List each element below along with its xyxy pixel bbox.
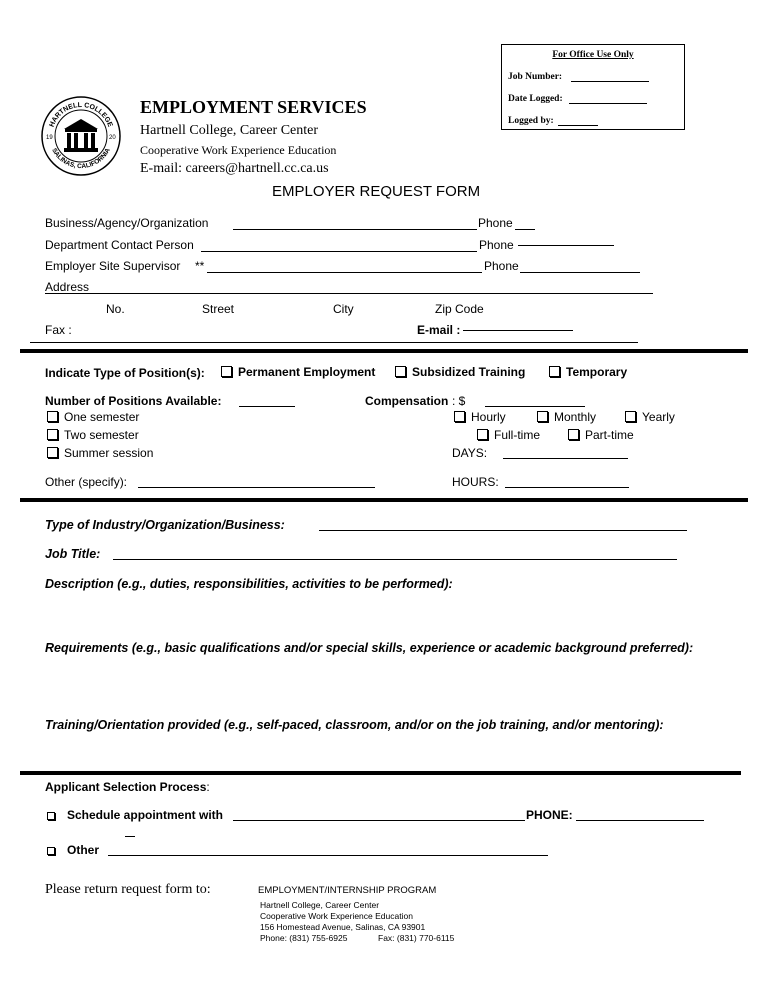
footer-fax: Fax: (831) 770-6115 (378, 933, 455, 943)
job-title-field[interactable] (113, 559, 677, 560)
employment-services-title: EMPLOYMENT SERVICES (140, 97, 367, 117)
permanent-label: Permanent Employment (238, 365, 376, 379)
selection-phone-label: PHONE: (526, 808, 573, 822)
business-label: Business/Agency/Organization (45, 216, 209, 230)
schedule-field[interactable] (233, 820, 525, 821)
selection-title (45, 780, 210, 794)
num-positions-label: Number of Positions Available: (45, 394, 222, 408)
phone1-field[interactable] (515, 229, 535, 230)
header-cwee-line: Cooperative Work Experience Education (140, 143, 337, 157)
permanent-option[interactable] (221, 365, 375, 379)
supervisor-label: Employer Site Supervisor (45, 259, 181, 273)
temporary-label: Temporary (566, 365, 628, 379)
schedule-option[interactable] (47, 808, 223, 822)
seal-bottom-text: SALINAS, CALIFORNIA (50, 147, 112, 171)
footer-program: EMPLOYMENT/INTERNSHIP PROGRAM (258, 885, 437, 896)
supervisor-field[interactable] (207, 272, 482, 273)
permanent-checkbox[interactable] (221, 366, 232, 377)
other-label: Other (67, 843, 100, 857)
other-field[interactable] (108, 855, 548, 856)
full-time-label: Full-time (494, 428, 541, 442)
section-divider-2 (20, 498, 748, 502)
compensation-label: Compensation (365, 394, 449, 408)
office-job-number-label: Job Number: (508, 72, 563, 82)
selection-title-colon: : (206, 780, 210, 794)
full-time-checkbox[interactable] (477, 429, 488, 440)
fax-label: Fax : (45, 323, 72, 337)
hourly-checkbox[interactable] (454, 411, 465, 422)
office-logged-by-line[interactable] (558, 125, 598, 126)
header-college-line: Hartnell College, Career Center (140, 123, 319, 138)
address-field[interactable] (45, 293, 653, 294)
dept-contact-label: Department Contact Person (45, 238, 194, 252)
full-time-option[interactable] (477, 428, 540, 442)
compensation-prefix: : $ (452, 394, 466, 408)
phone2-field[interactable] (518, 245, 614, 246)
section-divider-1 (20, 349, 748, 353)
summer-label: Summer session (64, 446, 154, 460)
footer-phone: Phone: (831) 755-6925 (260, 933, 348, 943)
address-label: Address (45, 280, 90, 294)
return-form-label: Please return request form to: (45, 882, 211, 897)
seal-left-text: 19 (46, 135, 53, 141)
phone3-field[interactable] (520, 272, 640, 273)
phone2-label: Phone (479, 238, 514, 252)
header-email: E-mail: careers@hartnell.cc.ca.us (140, 161, 329, 176)
office-date-logged-line[interactable] (569, 103, 647, 104)
one-semester-label: One semester (64, 410, 140, 424)
summer-checkbox[interactable] (47, 447, 58, 458)
one-semester-checkbox[interactable] (47, 411, 58, 422)
footer-addr2: Cooperative Work Experience Education (260, 911, 413, 921)
temporary-checkbox[interactable] (549, 366, 560, 377)
one-semester-option[interactable] (47, 410, 139, 424)
footer-addr1: Hartnell College, Career Center (260, 900, 380, 910)
monthly-checkbox[interactable] (537, 411, 548, 422)
subsidized-checkbox[interactable] (395, 366, 406, 377)
selection-mark (125, 836, 135, 837)
description-label: Description (e.g., duties, responsibilities, activities to be performed): (45, 577, 453, 591)
other-specify-field[interactable] (138, 487, 375, 488)
phone1-label: Phone (478, 216, 513, 230)
description-area[interactable] (45, 595, 745, 635)
seal-top-text: HARTNELL COLLEGE (48, 101, 114, 129)
seal-right-text: 20 (109, 135, 116, 141)
days-field[interactable] (503, 458, 628, 459)
requirements-label: Requirements (e.g., basic qualifications and/or special skills, experience or academic background preferred): (45, 641, 694, 655)
office-logged-by-label: Logged by: (508, 116, 554, 126)
other-checkbox[interactable] (47, 847, 55, 855)
other-option[interactable] (47, 843, 99, 857)
training-label: Training/Orientation provided (e.g., self-paced, classroom, and/or on the job training, and/or mentoring): (45, 718, 664, 732)
part-time-label: Part-time (585, 428, 634, 442)
address-street-label: Street (202, 302, 235, 316)
selection-phone-field[interactable] (576, 820, 704, 821)
industry-field[interactable] (319, 530, 687, 531)
business-field[interactable] (233, 229, 477, 230)
selection-title-text: Applicant Selection Process (45, 780, 207, 794)
hours-field[interactable] (505, 487, 629, 488)
compensation-field[interactable] (485, 406, 585, 407)
num-positions-field[interactable] (239, 406, 295, 407)
supervisor-mark: ** (195, 259, 205, 273)
hours-label: HOURS: (452, 475, 499, 489)
monthly-label: Monthly (554, 410, 597, 424)
yearly-label: Yearly (642, 410, 675, 424)
part-time-option[interactable] (568, 428, 634, 442)
office-job-number-line[interactable] (571, 81, 649, 82)
office-use-box (501, 44, 685, 130)
hourly-label: Hourly (471, 410, 506, 424)
section-divider-3 (20, 771, 741, 775)
schedule-label: Schedule appointment with (67, 808, 224, 822)
schedule-checkbox[interactable] (47, 812, 55, 820)
monthly-option[interactable] (537, 410, 596, 424)
subsidized-option[interactable] (395, 365, 525, 379)
yearly-checkbox[interactable] (625, 411, 636, 422)
two-semester-checkbox[interactable] (47, 429, 58, 440)
address-no-label: No. (106, 302, 125, 316)
summer-option[interactable] (47, 446, 153, 460)
form-title: EMPLOYER REQUEST FORM (272, 183, 481, 200)
hourly-option[interactable] (454, 410, 506, 424)
fax-email-baseline (30, 342, 638, 343)
footer-addr3: 156 Homestead Avenue, Salinas, CA 93901 (260, 922, 426, 932)
phone3-label: Phone (484, 259, 519, 273)
days-label: DAYS: (452, 446, 488, 460)
indicate-position-label: Indicate Type of Position(s): (45, 366, 205, 380)
email-label: E-mail : (417, 323, 461, 337)
email-field[interactable] (463, 330, 573, 331)
office-date-logged-label: Date Logged: (508, 94, 563, 104)
address-zip-label: Zip Code (435, 302, 484, 316)
address-city-label: City (333, 302, 354, 316)
two-semester-label: Two semester (64, 428, 139, 442)
training-area[interactable] (45, 736, 745, 768)
dept-contact-field[interactable] (201, 251, 477, 252)
other-specify-label: Other (specify): (45, 475, 128, 489)
office-use-title: For Office Use Only (552, 50, 634, 60)
two-semester-option[interactable] (47, 428, 139, 442)
part-time-checkbox[interactable] (568, 429, 579, 440)
industry-label: Type of Industry/Organization/Business: (45, 518, 285, 532)
temporary-option[interactable] (549, 365, 627, 379)
college-seal-icon (40, 95, 122, 177)
job-title-label: Job Title: (45, 547, 101, 561)
subsidized-label: Subsidized Training (412, 365, 526, 379)
yearly-option[interactable] (625, 410, 675, 424)
requirements-area[interactable] (45, 675, 745, 715)
